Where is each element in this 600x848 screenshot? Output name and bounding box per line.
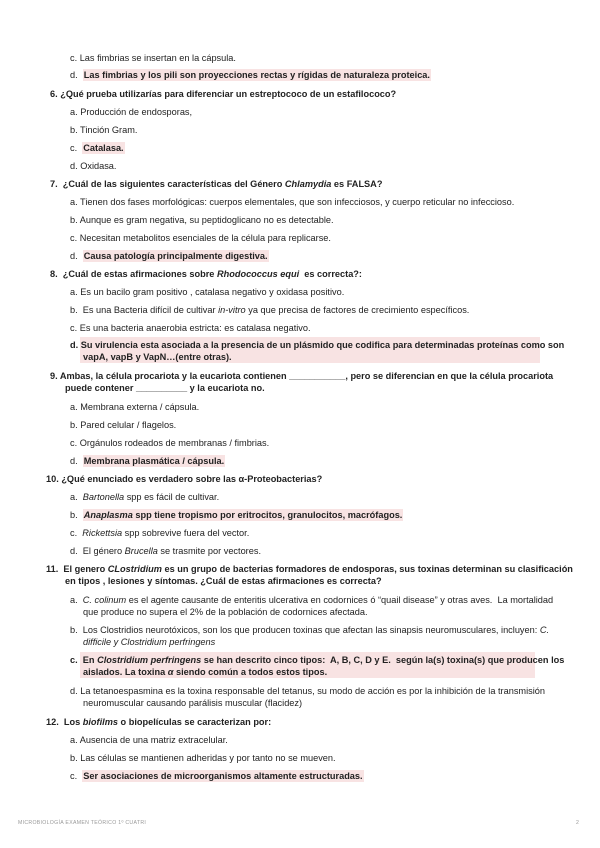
option-b: b. Tinción Gram. xyxy=(70,125,138,135)
option-a: a. Tienen dos fases morfológicas: cuerpos elementales, que son infecciosos, y cuerpo reticular no infeccioso. xyxy=(70,197,515,207)
option-b: b. Aunque es gram negativa, su peptidoglicano no es detectable. xyxy=(70,215,334,225)
option-b: b. Pared celular / flagelos. xyxy=(70,420,177,430)
option-c-correct: c. En Clostridium perfringens se han descrito cinco tipos: A, B, C, D y E. según la(s) toxina(s) que producen los xyxy=(70,655,565,665)
option-b: b. Las células se mantienen adheridas y por tanto no se mueven. xyxy=(70,753,336,763)
option-c: c. Las fimbrias se insertan en la cápsula. xyxy=(70,53,236,63)
question-8: 8. ¿Cuál de estas afirmaciones sobre Rhodococcus equi es correcta?: xyxy=(50,269,362,279)
option-a: a. Es un bacilo gram positivo , catalasa negativo y oxidasa positivo. xyxy=(70,287,345,297)
question-6: 6. ¿Qué prueba utilizarías para diferenciar un estreptococo de un estafilococo? xyxy=(50,89,397,99)
question-10: 10. ¿Qué enunciado es verdadero sobre las α-Proteobacterias? xyxy=(46,474,323,484)
option-d-cont: neuromuscular causando parálisis muscular (flacidez) xyxy=(83,698,303,708)
option-b-cont: difficile y Clostridium perfringens xyxy=(83,637,216,647)
option-c-correct: c. Ser asociaciones de microorganismos altamente estructuradas. xyxy=(70,771,363,781)
option-c: c. Orgánulos rodeados de membranas / fimbrias. xyxy=(70,438,270,448)
option-d-correct: d. Membrana plasmática / cápsula. xyxy=(70,456,225,466)
question-11: 11. El genero CLostridium es un grupo de bacterias formadores de endosporas, sus toxinas determinan su clasificación xyxy=(46,564,573,574)
option-d: d. El género Brucella se trasmite por vectores. xyxy=(70,546,261,556)
question-9-cont: puede contener __________ y la eucariota no. xyxy=(65,383,265,393)
option-a: a. C. colinum es el agente causante de enteritis ulcerativa en codornices ó “quail disease” y otras aves. La mortalidad xyxy=(70,595,554,605)
option-a: a. Membrana externa / cápsula. xyxy=(70,402,200,412)
option-a: a. Producción de endosporas, xyxy=(70,107,193,117)
option-d: d. Oxidasa. xyxy=(70,161,117,171)
option-c-correct-cont: aislados. La toxina α siendo común a todos estos tipos. xyxy=(83,667,328,677)
option-b: b. Los Clostridios neurotóxicos, son los que producen toxinas que afectan las sinapsis neuromusculares, incluyen: C. xyxy=(70,625,550,635)
option-a: a. Ausencia de una matriz extracelular. xyxy=(70,735,228,745)
option-c: c. Rickettsia spp sobrevive fuera del vector. xyxy=(70,528,250,538)
question-11-cont: en tipos , lesiones y síntomas. ¿Cuál de estas afirmaciones es correcta? xyxy=(65,576,382,586)
question-7: 7. ¿Cuál de las siguientes características del Género Chlamydia es FALSA? xyxy=(50,179,383,189)
option-c-correct: c. Catalasa. xyxy=(70,143,124,153)
option-d-correct: d. Las fimbrias y los pili son proyecciones rectas y rígidas de naturaleza proteica. xyxy=(70,70,430,80)
option-d-correct: d. Su virulencia esta asociada a la presencia de un plásmido que codifica para determinadas proteínas como son xyxy=(70,340,565,350)
option-c: c. Es una bacteria anaerobia estricta: es catalasa negativo. xyxy=(70,323,311,333)
option-a-cont: que produce no supera el 2% de la población de codornices afectada. xyxy=(83,607,368,617)
option-b: b. Es una Bacteria difícil de cultivar in-vitro ya que precisa de factores de crecimiento específicos. xyxy=(70,305,470,315)
option-d-correct-cont: vapA, vapB y VapN…(entre otras). xyxy=(83,352,232,362)
option-d: d. La tetanoespasmina es la toxina responsable del tetanus, su modo de acción es por la inhibición de la transmisión xyxy=(70,686,545,696)
footer-title: MICROBIOLOGÍA EXAMEN TEÓRICO 1º CUATRI xyxy=(18,820,147,826)
page-number: 2 xyxy=(576,820,580,826)
option-d-correct: d. Causa patología principalmente digestiva. xyxy=(70,251,268,261)
question-12: 12. Los biofilms o biopelículas se caracterizan por: xyxy=(46,717,272,727)
option-b-correct: b. Anaplasma spp tiene tropismo por eritrocitos, granulocitos, macrófagos. xyxy=(70,510,403,520)
option-a: a. Bartonella spp es fácil de cultivar. xyxy=(70,492,220,502)
question-9: 9. Ambas, la célula procariota y la eucariota contienen ___________, pero se diferencian en que la célula procariota xyxy=(50,371,554,381)
option-c: c. Necesitan metabolitos esenciales de la célula para replicarse. xyxy=(70,233,331,243)
